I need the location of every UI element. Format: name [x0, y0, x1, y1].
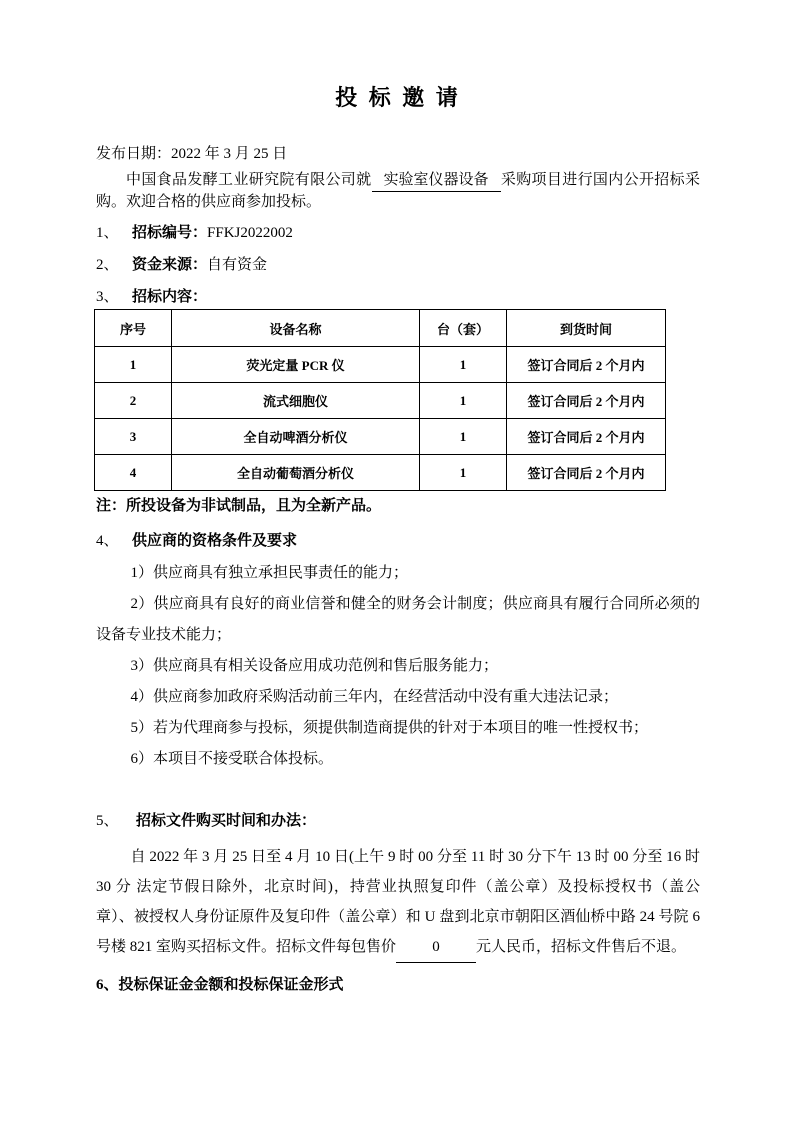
qualification-item-5: 5）若为代理商参与投标，须提供制造商提供的针对于本项目的唯一性授权书； — [130, 720, 649, 736]
item-value: FFKJ2022002 — [207, 225, 293, 241]
intro-paragraph — [96, 170, 700, 213]
table-row — [95, 455, 666, 491]
qualification-item-4: 4）供应商参加政府采购活动前三年内，在经营活动中没有重大违法记录； — [130, 689, 619, 705]
price-blank: 0 — [396, 932, 476, 963]
qualification-item-2: 2）供应商具有良好的商业信誉和健全的财务会计制度；供应商具有履行合同所必须的设备专业技术能力； — [96, 596, 700, 643]
section-number: 5、 — [96, 813, 119, 829]
underlined-project-name: 实验室仪器设备 — [372, 170, 501, 192]
cell-device-name: 流式细胞仪 — [172, 383, 420, 419]
cell-delivery-time: 签订合同后 2 个月内 — [507, 455, 666, 491]
section-6-heading — [96, 977, 700, 994]
intro-suffix: 采购项目进行国内公开招标采购。欢迎合格的供应商参加投标。 — [96, 172, 700, 210]
qualification-item-1: 1）供应商具有独立承担民事责任的能力； — [130, 565, 409, 581]
bid-content-table — [94, 309, 666, 491]
cell-seq: 1 — [95, 347, 172, 383]
cell-seq: 3 — [95, 419, 172, 455]
item-label: 资金来源： — [132, 257, 208, 273]
cell-seq: 2 — [95, 383, 172, 419]
item-number: 2、 — [96, 257, 119, 273]
section-number: 4、 — [96, 533, 119, 549]
list-item-bid-content — [96, 289, 700, 306]
cell-seq: 4 — [95, 455, 172, 491]
cell-device-name: 荧光定量 PCR 仪 — [172, 347, 420, 383]
page-title: 投 标 邀 请 — [335, 85, 461, 110]
item-label: 招标编号： — [132, 225, 208, 241]
section-5-heading — [96, 813, 700, 830]
cell-quantity: 1 — [420, 383, 507, 419]
table-note: 注：所投设备为非试制品，且为全新产品。 — [96, 498, 382, 514]
table-row — [95, 383, 666, 419]
section-title: 供应商的资格条件及要求 — [132, 533, 298, 549]
item-number: 3、 — [96, 289, 119, 305]
header-delivery-time: 到货时间 — [507, 310, 666, 347]
table-header-row — [95, 310, 666, 347]
cell-delivery-time: 签订合同后 2 个月内 — [507, 383, 666, 419]
item-label: 招标内容： — [132, 289, 208, 305]
cell-quantity: 1 — [420, 455, 507, 491]
header-quantity: 台（套） — [420, 310, 507, 347]
header-device-name: 设备名称 — [172, 310, 420, 347]
cell-device-name: 全自动葡萄酒分析仪 — [172, 455, 420, 491]
section-number: 6、 — [96, 977, 119, 993]
section-title: 投标保证金金额和投标保证金形式 — [118, 977, 344, 993]
item-number: 1、 — [96, 225, 119, 241]
section-title: 招标文件购买时间和办法： — [136, 813, 317, 829]
table-row — [95, 419, 666, 455]
qualification-item-3: 3）供应商具有相关设备应用成功范例和售后服务能力； — [130, 658, 499, 674]
cell-quantity: 1 — [420, 419, 507, 455]
publish-date: 发布日期：2022 年 3 月 25 日 — [96, 146, 288, 162]
intro-prefix: 中国食品发酵工业研究院有限公司就 — [126, 172, 372, 188]
cell-quantity: 1 — [420, 347, 507, 383]
cell-delivery-time: 签订合同后 2 个月内 — [507, 419, 666, 455]
list-item-bid-number — [96, 225, 700, 242]
cell-delivery-time: 签订合同后 2 个月内 — [507, 347, 666, 383]
list-item-fund-source — [96, 257, 700, 274]
item-value: 自有资金 — [207, 257, 268, 273]
purchase-text-before: 自 2022 年 3 月 25 日至 4 月 10 日(上午 9 时 00 分至 11 时 30 分下午 13 时 00 分至 16 时 30 分 法定节假日除外，北京时间)，持营业执照复印件（盖公章）及投标授权书（盖公章）、被授权人身份证原件及复印件（盖公章）和 U 盘到北京市朝阳区酒仙桥中路 24 号院 6 号楼 821 室购买招标文件。招标文件每包售价 — [96, 849, 700, 955]
purchase-info-paragraph — [96, 842, 700, 963]
table-row — [95, 347, 666, 383]
qualification-item-6: 6）本项目不接受联合体投标。 — [130, 751, 334, 767]
purchase-text-after: 元人民币，招标文件售后不退。 — [476, 939, 687, 955]
section-4-heading — [96, 533, 700, 550]
qualification-list — [96, 558, 700, 775]
cell-device-name: 全自动啤酒分析仪 — [172, 419, 420, 455]
header-seq: 序号 — [95, 310, 172, 347]
